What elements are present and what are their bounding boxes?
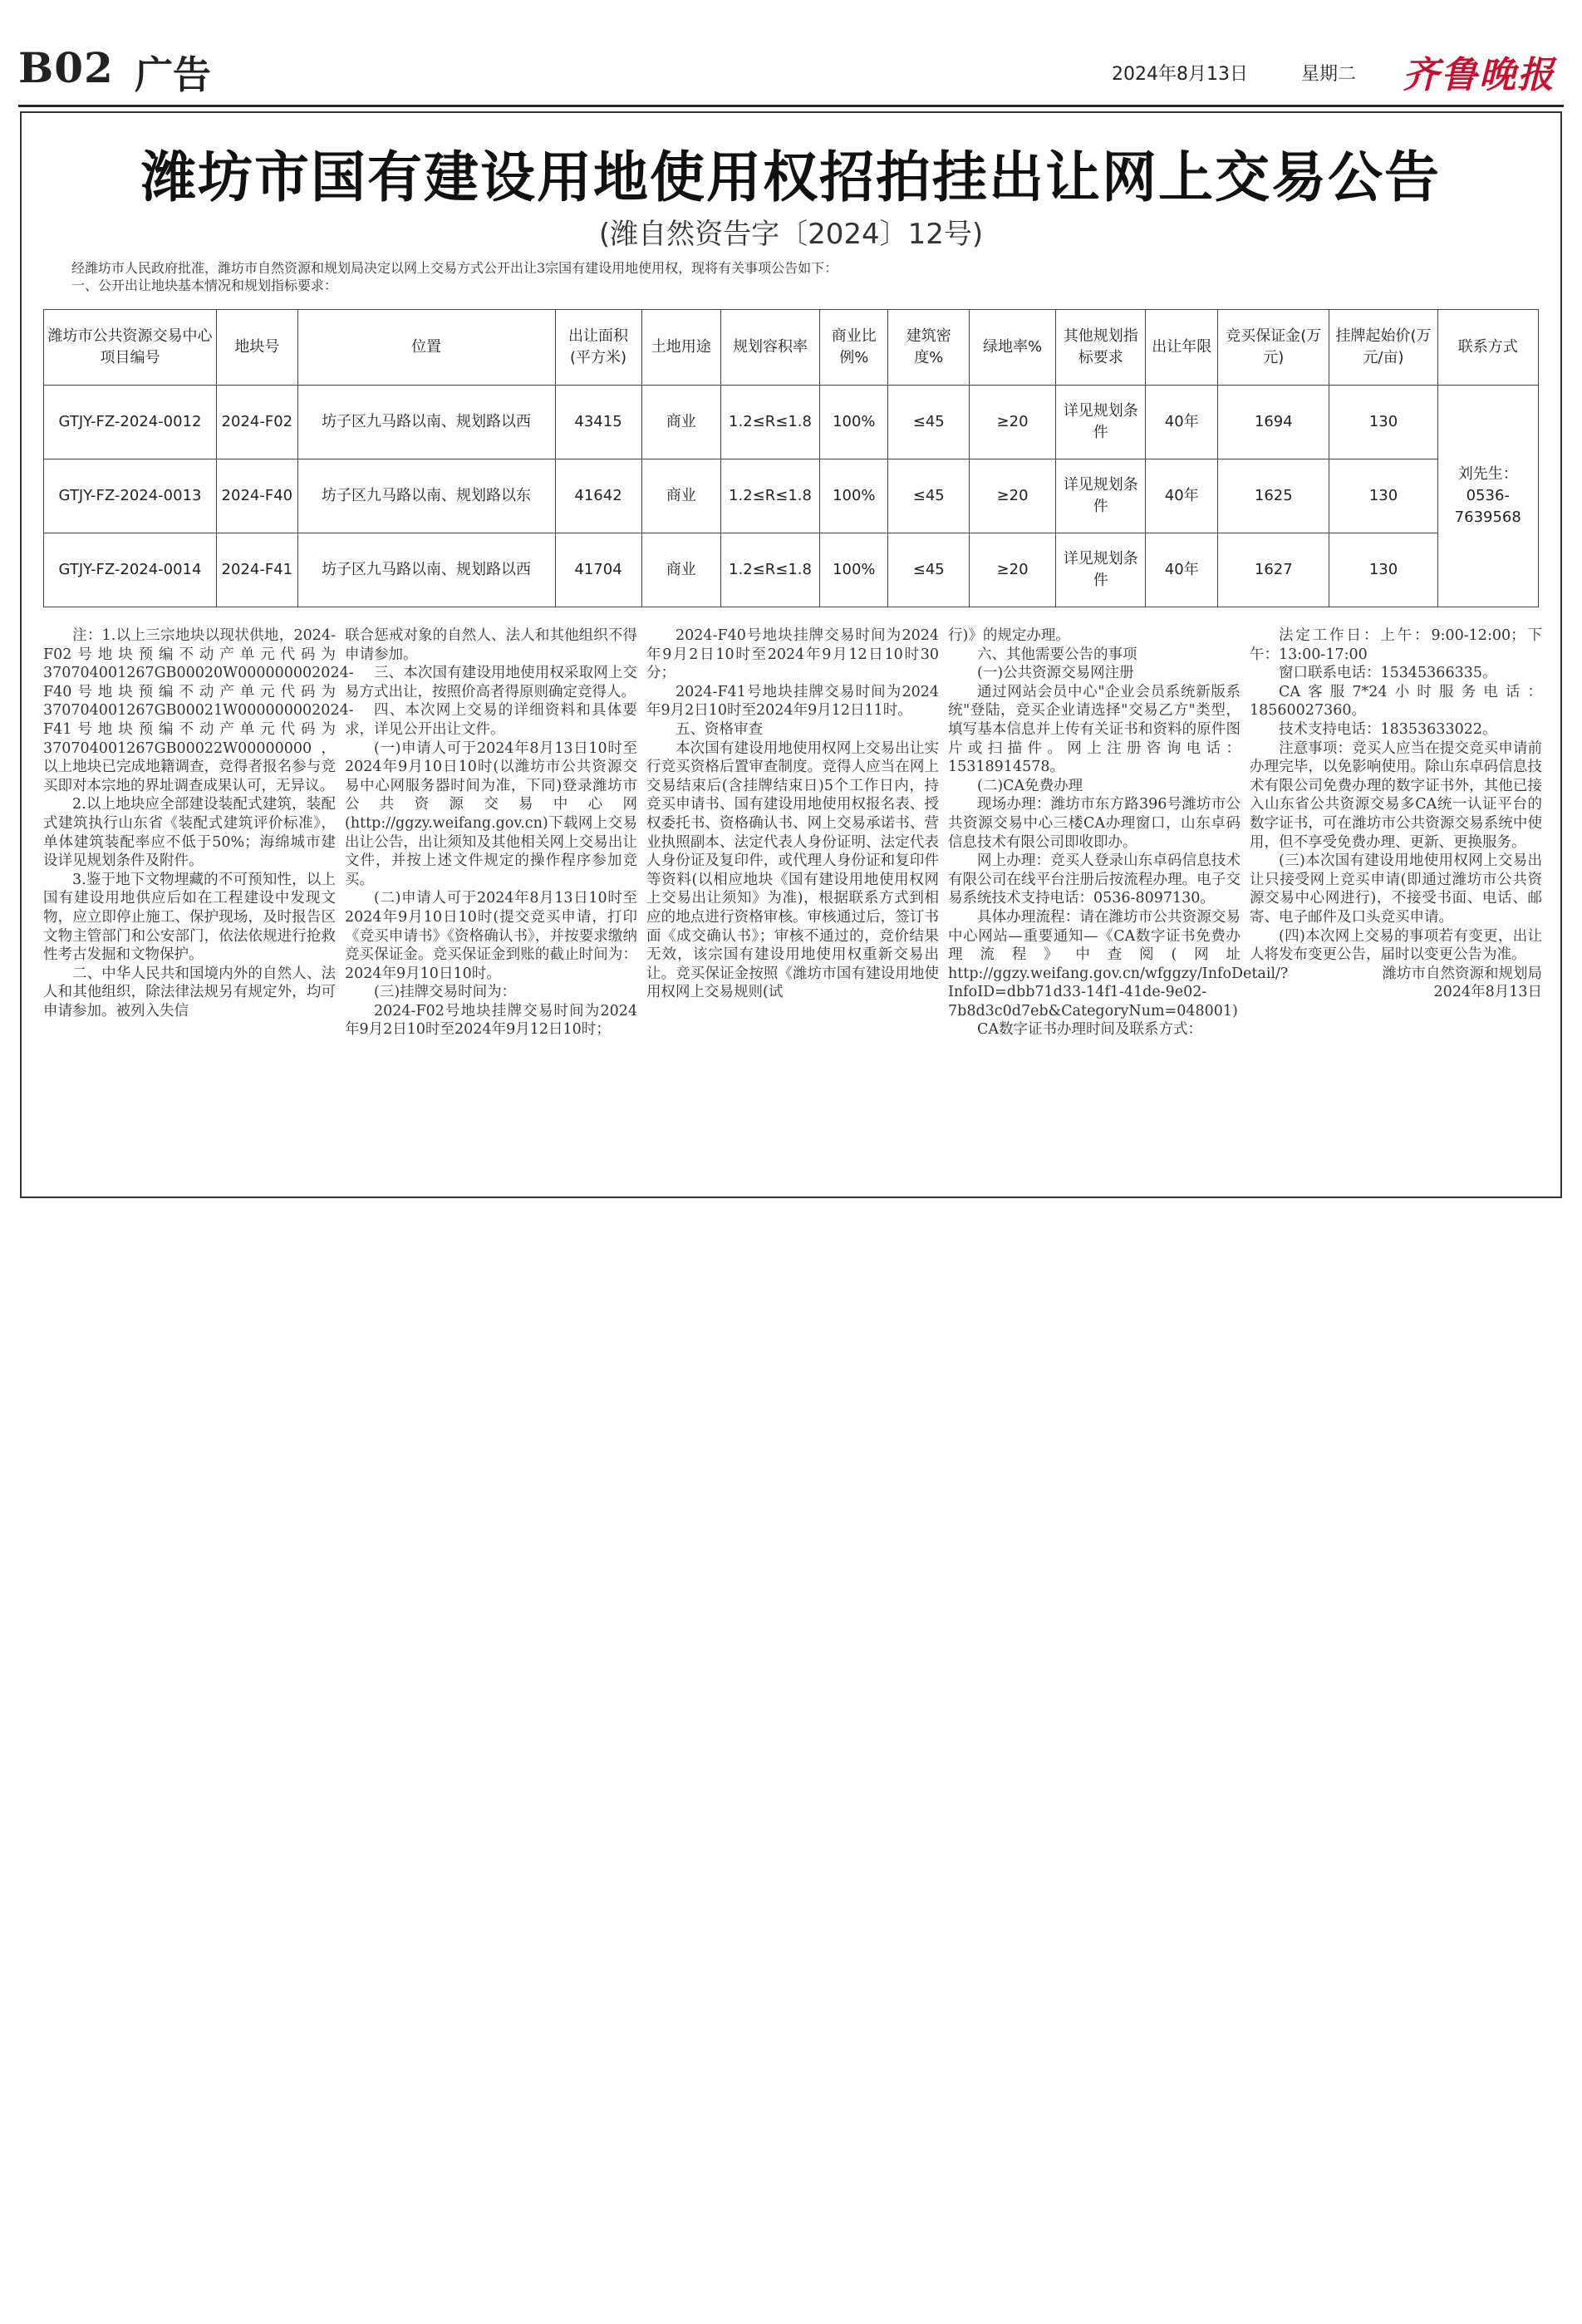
body-paragraph: 通过网站会员中心"企业会员系统新版系统"登陆，竞买企业请选择"交易乙方"类型，填写基本信息并上传有关证书和资料的原件图片或扫描件。网上注册咨询电话：15318914578。: [948, 683, 1241, 776]
text-column-2: [345, 626, 637, 1039]
body-paragraph: (二)申请人可于2024年8月13日10时至2024年9月10日10时(提交竞买申请，打印《竞买申请书》《资格确认书》，并按要求缴纳竞买保证金。竞买保证金到账的截止时间为：2024年9月10日10时。: [345, 890, 637, 982]
body-paragraph: 网上办理：竞买人登录山东卓码信息技术有限公司在线平台注册后按流程办理。电子交易系统技术支持电话：0536-8097130。: [948, 852, 1241, 907]
location-cell: 坊子区九马路以南、规划路以东: [297, 459, 555, 533]
table-row: [44, 533, 1539, 607]
body-paragraph: 2024-F41号地块挂牌交易时间为2024年9月2日10时至2024年9月12日11时。: [646, 683, 939, 720]
header-cell: 挂牌起始价(万元/亩): [1329, 310, 1437, 386]
body-paragraph: 五、资格审查: [676, 720, 763, 738]
header-cell: 规划容积率: [720, 310, 819, 386]
intro-line: 一、公开出让地块基本情况和规划指标要求：: [71, 278, 338, 293]
deposit-cell: 1627: [1218, 533, 1329, 607]
notice-intro: [71, 259, 838, 294]
green-rate-cell: ≥20: [970, 386, 1056, 459]
header-cell: 建筑密度%: [888, 310, 970, 386]
table-row: [44, 386, 1539, 459]
density-cell: ≤45: [888, 533, 970, 607]
text-column-1: [43, 626, 354, 1020]
notice-subtitle: (潍自然资告字〔2024〕12号): [598, 218, 984, 251]
notice-title: 潍坊市国有建设用地使用权招拍挂出让网上交易公告: [141, 145, 1441, 209]
body-paragraph: 法定工作日：上午：9:00-12:00；下午：13:00-17:00: [1250, 627, 1542, 663]
project-code-cell: GTJY-FZ-2024-0012: [44, 386, 217, 459]
term-cell: 40年: [1146, 386, 1218, 459]
text-column-3: [646, 626, 939, 1002]
commercial-ratio-cell: 100%: [820, 533, 888, 607]
body-paragraph: 现场办理：潍坊市东方路396号潍坊市公共资源交易中心三楼CA办理窗口，山东卓码信息技术有限公司即收即办。: [948, 796, 1241, 851]
body-paragraph: (三)挂牌交易时间为：: [374, 984, 517, 1001]
area-cell: 43415: [555, 386, 641, 459]
body-paragraph: 窗口联系电话：15345366335。: [1279, 665, 1497, 682]
term-cell: 40年: [1146, 533, 1218, 607]
header-cell: 竞买保证金(万元): [1218, 310, 1329, 386]
intro-line: 经潍坊市人民政府批准，潍坊市自然资源和规划局决定以网上交易方式公开出让3宗国有建设用地使用权，现将有关事项公告如下：: [71, 260, 838, 276]
other-requirements-cell: 详见规划条件: [1056, 533, 1146, 607]
header-cell: 土地用途: [641, 310, 720, 386]
header-cell: 出让年限: [1146, 310, 1218, 386]
deposit-cell: 1694: [1218, 386, 1329, 459]
header-cell: 地块号: [217, 310, 298, 386]
other-requirements-cell: 详见规划条件: [1056, 459, 1146, 533]
body-paragraph: 本次国有建设用地使用权网上交易出让实行竞买资格后置审查制度。竞得人应当在网上交易结束后(含挂牌结束日)5个工作日内，持竞买申请书、国有建设用地使用权报名表、授权委托书、资格确认书、网上交易承诺书、营业执照副本、法定代表人身份证明、法定代表人身份证及复印件，或代理人身份证和复印件等资料(以相应地块《国有建设用地使用权网上交易出让须知》为准)，根据联系方式到相应的地点进行资格审核。审核通过后，签订书面《成交确认书》；审核不通过的，竞价结果无效，该宗国有建设用地使用权重新交易出让。竞买保证金按照《潍坊市国有建设用地使用权网上交易规则(试: [646, 739, 939, 1001]
land-table: [43, 309, 1539, 607]
body-paragraph: 行)》的规定办理。: [948, 627, 1070, 644]
plot-ratio-cell: 1.2≤R≤1.8: [720, 533, 819, 607]
deposit-cell: 1625: [1218, 459, 1329, 533]
contact-cell: 刘先生：0536-7639568: [1437, 386, 1538, 607]
green-rate-cell: ≥20: [970, 533, 1056, 607]
body-paragraph: (三)本次国有建设用地使用权网上交易出让只接受网上竞买申请(即通过潍坊市公共资源交易中心网进行)，不接受书面、电话、邮寄、电子邮件及口头竞买申请。: [1250, 852, 1542, 926]
plot-number-cell: 2024-F40: [217, 459, 298, 533]
body-paragraph: (一)申请人可于2024年8月13日10时至2024年9月10日10时(以潍坊市公共资源交易中心网服务器时间为准，下同)登录潍坊市公共资源交易中心网(http://ggzy.weifang.gov.cn)下载网上交易出让公告，出让须知及其他相关网上交易出让文件，并按上述文件规定的操作程序参加竞买。: [345, 739, 637, 888]
area-cell: 41704: [555, 533, 641, 607]
project-code-cell: GTJY-FZ-2024-0013: [44, 459, 217, 533]
land-use-cell: 商业: [641, 459, 720, 533]
body-paragraph: 二、中华人民共和国境内外的自然人、法人和其他组织，除法律法规另有规定外，均可申请参加。被列入失信: [43, 965, 336, 1020]
newspaper-logo: 齐鲁晚报: [1403, 54, 1555, 96]
land-use-cell: 商业: [641, 533, 720, 607]
density-cell: ≤45: [888, 459, 970, 533]
land-use-cell: 商业: [641, 386, 720, 459]
body-paragraph: (一)公共资源交易网注册: [977, 665, 1134, 682]
body-paragraph: 六、其他需要公告的事项: [977, 646, 1137, 663]
plot-number-cell: 2024-F02: [217, 386, 298, 459]
density-cell: ≤45: [888, 386, 970, 459]
header-cell: 潍坊市公共资源交易中心项目编号: [44, 310, 217, 386]
notice-frame: [20, 111, 1562, 1198]
body-paragraph: 注：1.以上三宗地块以现状供地，2024-F02号地块预编不动产单元代码为370704001267GB00020W000000002024-F40号地块预编不动产单元代码为370704001267GB00021W000000002024-F41号地块预编不动产单元代码为370704001267GB00022W00000000，以上地块已完成地籍调查，竞得者报名参与竞买即对本宗地的界址调查成果认可，无异议。: [43, 627, 354, 794]
location-cell: 坊子区九马路以南、规划路以西: [297, 533, 555, 607]
green-rate-cell: ≥20: [970, 459, 1056, 533]
header-cell: 联系方式: [1437, 310, 1538, 386]
body-paragraph: CA数字证书办理时间及联系方式：: [977, 1021, 1203, 1039]
header-cell: 商业比例%: [820, 310, 888, 386]
masthead-rule: [18, 105, 1564, 107]
plot-number-cell: 2024-F41: [217, 533, 298, 607]
body-paragraph: (二)CA免费办理: [977, 777, 1083, 794]
table-header-row: [44, 310, 1539, 386]
header-cell: 其他规划指标要求: [1056, 310, 1146, 386]
body-paragraph: 2024-F40号地块挂牌交易时间为2024年9月2日10时至2024年9月12日10时30分；: [646, 627, 939, 682]
body-paragraph: 2024-F02号地块挂牌交易时间为2024年9月2日10时至2024年9月12日10时；: [345, 1002, 637, 1039]
other-requirements-cell: 详见规划条件: [1056, 386, 1146, 459]
area-cell: 41642: [555, 459, 641, 533]
body-paragraph: 具体办理流程：请在潍坊市公共资源交易中心网站—重要通知—《CA数字证书免费办理流程》中查阅(网址http://ggzy.weifang.gov.cn/wfggzy/InfoDetail/?InfoID=dbb71d33-14f1-41de-9e02-7b8d3c0d7eb&CategoryNum=048001): [948, 908, 1289, 1020]
text-column-5: [1250, 626, 1542, 1002]
body-columns: [43, 626, 1544, 1175]
issue-weekday: 星期二: [1300, 64, 1356, 85]
starting-price-cell: 130: [1329, 459, 1437, 533]
header-cell: 绿地率%: [970, 310, 1056, 386]
signature-issuer: 潍坊市自然资源和规划局: [1382, 965, 1542, 982]
body-paragraph: (四)本次网上交易的事项若有变更，出让人将发布变更公告，届时以变更公告为准。: [1250, 927, 1542, 964]
starting-price-cell: 130: [1329, 386, 1437, 459]
commercial-ratio-cell: 100%: [820, 459, 888, 533]
issue-date: 2024年8月13日: [1112, 64, 1248, 85]
body-paragraph: 2.以上地块应全部建设装配式建筑，装配式建筑执行山东省《装配式建筑评价标准》，单体建筑装配率应不低于50%；海绵城市建设详见规划条件及附件。: [43, 796, 336, 870]
header-cell: 出让面积(平方米): [555, 310, 641, 386]
body-paragraph: 注意事项：竞买人应当在提交竞买申请前办理完毕，以免影响使用。除山东卓码信息技术有限公司免费办理的数字证书外，其他已接入山东省公共资源交易多CA统一认证平台的数字证书，可在潍坊市公共资源交易系统中使用，但不享受免费办理、更新、更换服务。: [1250, 739, 1542, 851]
table-row: [44, 459, 1539, 533]
term-cell: 40年: [1146, 459, 1218, 533]
masthead: [18, 40, 1564, 106]
starting-price-cell: 130: [1329, 533, 1437, 607]
section-name: 广告: [135, 52, 211, 97]
project-code-cell: GTJY-FZ-2024-0014: [44, 533, 217, 607]
body-paragraph: 技术支持电话：18353633022。: [1279, 720, 1497, 738]
text-column-4: [948, 626, 1289, 1039]
commercial-ratio-cell: 100%: [820, 386, 888, 459]
body-paragraph: 三、本次国有建设用地使用权采取网上交易方式出让，按照价高者得原则确定竞得人。: [345, 665, 637, 700]
body-paragraph: 四、本次网上交易的详细资料和具体要求，详见公开出让文件。: [345, 702, 637, 738]
plot-ratio-cell: 1.2≤R≤1.8: [720, 386, 819, 459]
plot-ratio-cell: 1.2≤R≤1.8: [720, 459, 819, 533]
body-paragraph: 联合惩戒对象的自然人、法人和其他组织不得申请参加。: [345, 627, 637, 663]
header-cell: 位置: [297, 310, 555, 386]
location-cell: 坊子区九马路以南、规划路以西: [297, 386, 555, 459]
body-paragraph: CA客服7*24小时服务电话：18560027360。: [1250, 683, 1542, 720]
body-paragraph: 3.鉴于地下文物埋藏的不可预知性，以上国有建设用地供应后如在工程建设中发现文物，应立即停止施工、保护现场，及时报告区文物主管部门和公安部门，依法依规进行抢救性考古发掘和文物保护。: [43, 871, 336, 964]
page-code: B02: [18, 43, 114, 92]
signature-date: 2024年8月13日: [1433, 984, 1542, 1001]
